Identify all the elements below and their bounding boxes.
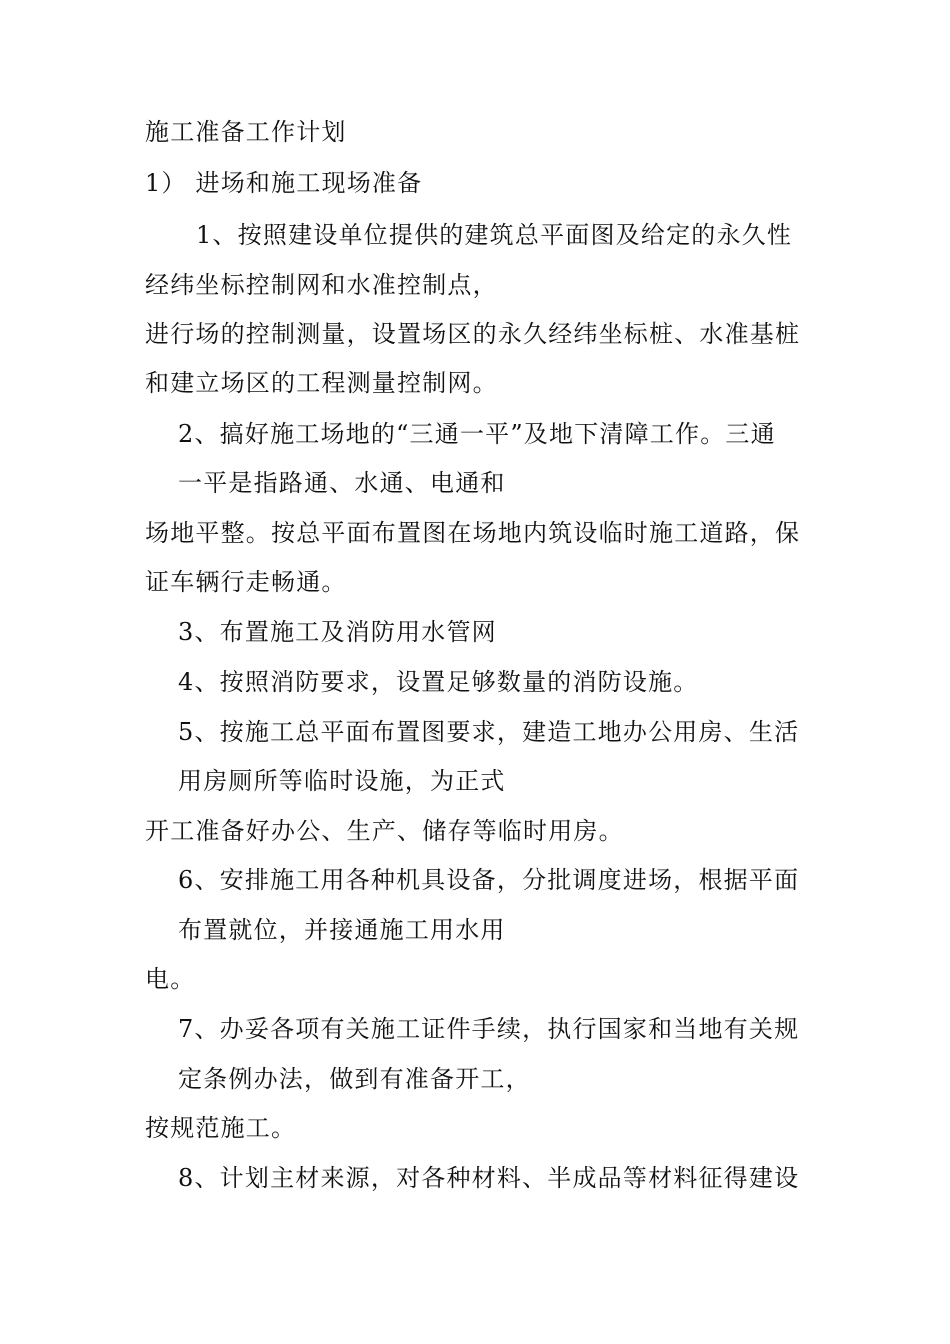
paragraph-line: 电。: [145, 965, 196, 993]
paragraph-line: 用房厕所等临时设施，为正式: [178, 767, 506, 795]
document-title: 施工准备工作计划: [145, 118, 347, 146]
paragraph-line: 一平是指路通、水通、电通和: [178, 469, 506, 497]
paragraph-line: 3、布置施工及消防用水管网: [178, 618, 497, 646]
paragraph-line: 6、安排施工用各种机具设备，分批调度进场，根据平面: [178, 866, 800, 894]
paragraph-line: 4、按照消防要求，设置足够数量的消防设施。: [178, 668, 699, 696]
paragraph-line: 和建立场区的工程测量控制网。: [145, 369, 498, 397]
paragraph-line: 定条例办法，做到有准备开工，: [178, 1065, 531, 1093]
paragraph-line: 7、办妥各项有关施工证件手续，执行国家和当地有关规: [178, 1015, 800, 1043]
paragraph-line: 经纬坐标控制网和水准控制点，: [145, 271, 498, 299]
paragraph-line: 1、按照建设单位提供的建筑总平面图及给定的永久性: [196, 221, 793, 249]
paragraph-line: 按规范施工。: [145, 1114, 297, 1142]
paragraph-line: 场地平整。按总平面布置图在场地内筑设临时施工道路，保: [145, 519, 801, 547]
paragraph-line: 证车辆行走畅通。: [145, 568, 347, 596]
paragraph-line: 5、按施工总平面布置图要求，建造工地办公用房、生活: [178, 718, 800, 746]
paragraph-line: 布置就位，并接通施工用水用: [178, 916, 506, 944]
section-heading: 1） 进场和施工现场准备: [145, 169, 423, 197]
paragraph-line: 8、计划主材来源，对各种材料、半成品等材料征得建设: [178, 1164, 800, 1192]
paragraph-line: 开工准备好办公、生产、储存等临时用房。: [145, 817, 624, 845]
paragraph-line: 进行场的控制测量，设置场区的永久经纬坐标桩、水准基桩: [145, 320, 801, 348]
paragraph-line: 2、搞好施工场地的“三通一平”及地下清障工作。三通: [178, 420, 776, 448]
